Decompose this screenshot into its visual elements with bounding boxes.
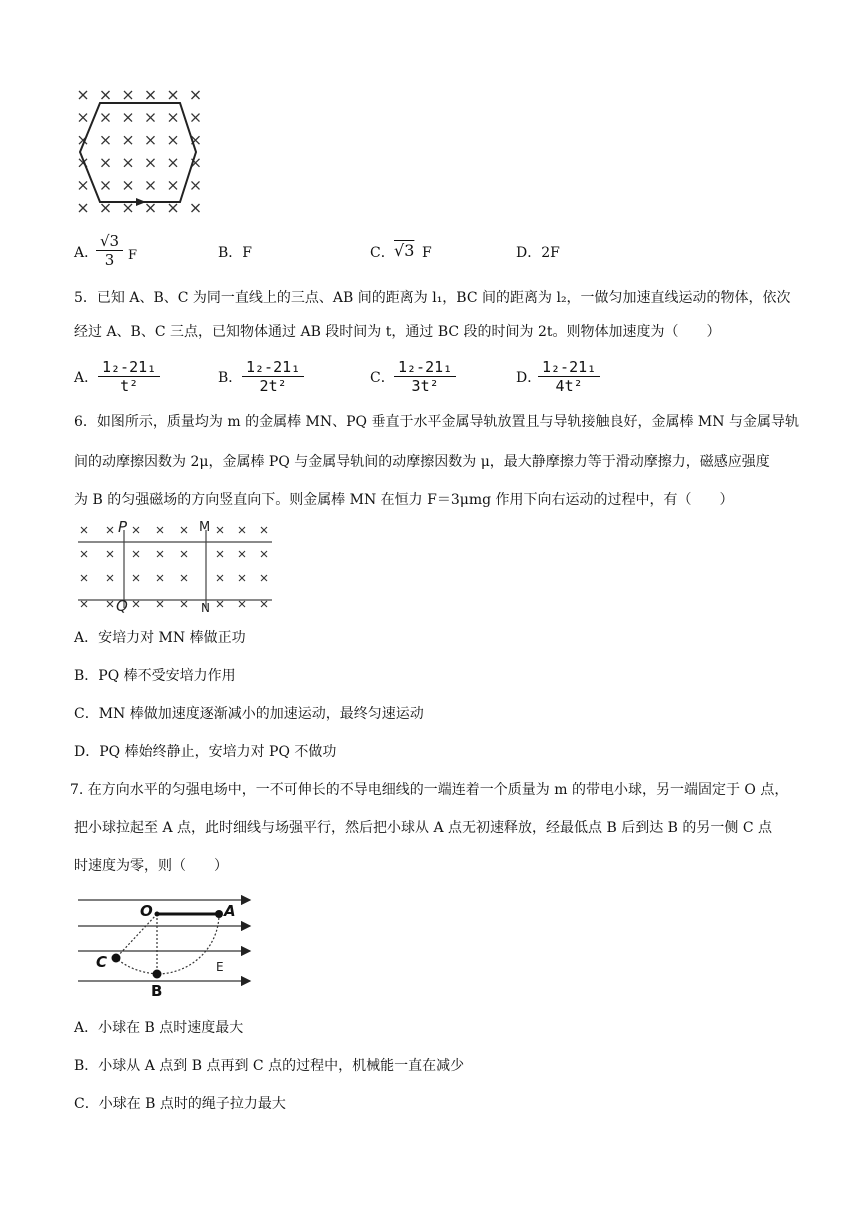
q4-option-c-radical: √3: [394, 241, 415, 260]
q5-option-b-label: B．: [218, 370, 243, 386]
arc-bc: [116, 958, 157, 974]
q6-option-d: D．PQ 棒始终静止，安培力对 PQ 不做功: [74, 744, 337, 760]
q5-option-d-numerator: 1₂-21₁: [538, 358, 600, 377]
q5-option-a-label: A．: [74, 370, 99, 386]
pendulum-field-figure: [74, 890, 264, 1000]
label-o: O: [140, 902, 153, 920]
label-b: B: [151, 982, 163, 1000]
q5-option-a-numerator: 1₂-21₁: [98, 358, 160, 377]
hexagon-field-figure: [70, 86, 210, 222]
q6-stem-line-1: 6．如图所示，质量均为 m 的金属棒 MN、PQ 垂直于水平金属导轨放置且与导轨接触良好，金属棒 MN 与金属导轨: [74, 414, 799, 430]
q5-option-a-fraction: [98, 358, 160, 395]
q4-option-d: D．2F: [516, 245, 560, 261]
q5-stem-line-1: 5．已知 A、B、C 为同一直线上的三点、AB 间的距离为 l₁，BC 间的距离为 l₂，一做匀加速直线运动的物体，依次: [74, 290, 791, 306]
label-e: E: [216, 960, 224, 974]
field-cross-marks: [81, 527, 267, 607]
q4-option-a-denominator: 3: [104, 251, 115, 269]
label-a: A: [224, 902, 236, 920]
rails-field-figure: [74, 516, 274, 616]
q4-option-a-label: A．: [74, 245, 99, 261]
label-p: P: [118, 518, 128, 536]
q5-option-b-fraction: [242, 358, 304, 395]
q5-option-c-fraction: [394, 358, 456, 395]
q4-option-a-unit: F: [128, 248, 138, 263]
q5-option-d-denominator: 4t²: [555, 377, 583, 395]
ball-a: [215, 910, 223, 918]
q7-option-a: A．小球在 B 点时速度最大: [74, 1020, 244, 1036]
pivot-o: [155, 912, 160, 917]
q5-option-c-label: C．: [370, 370, 395, 386]
q4-option-c-label: C．: [370, 245, 395, 261]
arc-ab: [157, 914, 219, 974]
hexagon-loop: [80, 103, 196, 202]
q7-option-b: B．小球从 A 点到 B 点再到 C 点的过程中，机械能一直在减少: [74, 1058, 465, 1074]
q5-option-d-fraction: [538, 358, 600, 395]
q5-option-b-numerator: 1₂-21₁: [242, 358, 304, 377]
q5-option-a-denominator: t²: [120, 377, 139, 395]
q7-stem-line-1: 7. 在方向水平的匀强电场中，一不可伸长的不导电细线的一端连着一个质量为 m 的带电小球，另一端固定于 O 点，: [70, 782, 789, 798]
q6-option-a: A．安培力对 MN 棒做正功: [74, 630, 246, 646]
q4-option-a-numerator: √3: [96, 232, 123, 251]
ball-c: [112, 954, 121, 963]
q5-option-c-numerator: 1₂-21₁: [394, 358, 456, 377]
ball-b: [153, 970, 162, 979]
label-q: Q: [116, 597, 128, 615]
q4-option-b: B．F: [218, 245, 253, 261]
q7-option-c: C．小球在 B 点时的绳子拉力最大: [74, 1096, 286, 1112]
current-arrow: [136, 198, 146, 206]
q6-stem-line-2: 间的动摩擦因数为 2μ，金属棒 PQ 与金属导轨间的动摩擦因数为 μ，最大静摩擦力等于滑动摩擦力，磁感应强度: [74, 454, 770, 470]
q5-option-d-label: D．: [516, 370, 542, 386]
q7-stem-line-2: 把小球拉起至 A 点，此时细线与场强平行，然后把小球从 A 点无初速释放，经最低点 B 后到达 B 的另一侧 C 点: [74, 820, 773, 836]
q4-option-a-fraction: [96, 232, 123, 269]
q7-stem-line-3: 时速度为零，则（ ）: [74, 858, 228, 874]
label-m: M: [199, 520, 211, 535]
label-c: C: [96, 953, 108, 971]
q6-option-b: B．PQ 棒不受安培力作用: [74, 668, 236, 684]
q5-option-b-denominator: 2t²: [259, 377, 287, 395]
q6-option-c: C．MN 棒做加速度逐渐减小的加速运动，最终匀速运动: [74, 706, 424, 722]
q5-option-c-denominator: 3t²: [411, 377, 439, 395]
q6-stem-line-3: 为 B 的匀强磁场的方向竖直向下。则金属棒 MN 在恒力 F＝3μmg 作用下向右运动的过程中，有（ ）: [74, 492, 734, 508]
label-n: N: [201, 601, 210, 615]
q4-option-c-unit: F: [422, 245, 432, 261]
q5-stem-line-2: 经过 A、B、C 三点，已知物体通过 AB 段时间为 t，通过 BC 段的时间为 2t。则物体加速度为（ ）: [74, 324, 721, 340]
